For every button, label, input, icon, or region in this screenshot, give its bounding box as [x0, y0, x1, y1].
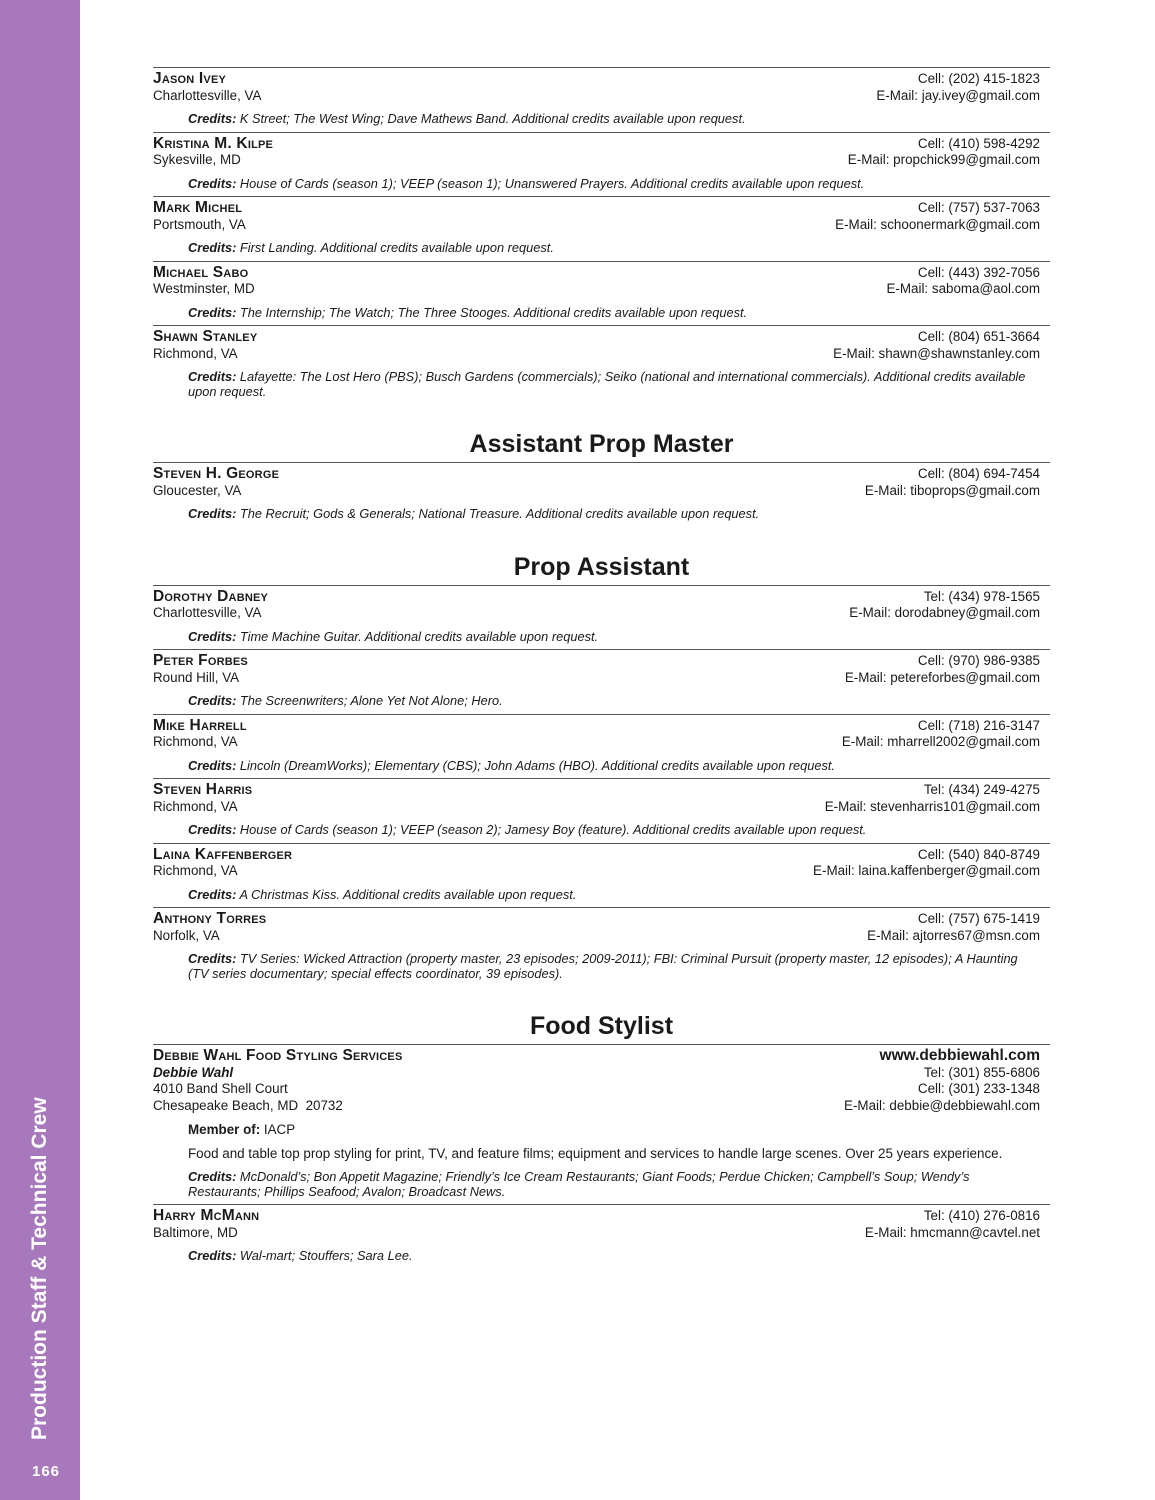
directory-entry: [153, 907, 1050, 981]
entry-phone: Cell: (804) 694-7454: [917, 466, 1040, 481]
section-heading-assistant-prop-master: Assistant Prop Master: [469, 430, 734, 458]
entry-credits: Credits: Lincoln (DreamWorks); Elementary (CBS); John Adams (HBO). Additional credits available upon request.: [188, 757, 835, 773]
entry-email[interactable]: E-Mail: propchick99@gmail.com: [847, 152, 1040, 167]
entry-email[interactable]: E-Mail: hmcmann@cavtel.net: [864, 1224, 1040, 1240]
page-number: 166: [32, 1463, 61, 1480]
entry-location: Round Hill, VA: [153, 669, 240, 685]
entry-credits: Credits: TV Series: Wicked Attraction (property master, 23 episodes; 2009-2011); FBI: Criminal Pursuit (property master, 12 episodes); A Haunting (TV series documentary; special effects coordinator, 39 episodes).: [188, 951, 1018, 981]
entry-name: Anthony Torres: [153, 910, 267, 927]
entry-email[interactable]: E-Mail: ajtorres67@msn.com: [867, 927, 1040, 943]
entry-phone: Cell: (443) 392-7056: [917, 264, 1040, 280]
entry-credits: Credits: House of Cards (season 1); VEEP (season 2); Jamesy Boy (feature). Additional credits available upon request.: [188, 822, 867, 837]
entry-email[interactable]: E-Mail: schoonermark@gmail.com: [835, 216, 1040, 232]
entry-location: Portsmouth, VA: [153, 216, 246, 232]
entry-credits: Credits: First Landing. Additional credits available upon request.: [188, 240, 554, 255]
entry-location: Charlottesville, VA: [153, 605, 262, 620]
entry-name: Laina Kaffenberger: [153, 845, 293, 863]
directory-entry: [153, 132, 1050, 192]
entry-name: Michael Sabo: [153, 263, 249, 281]
entry-name: Mike Harrell: [153, 716, 247, 734]
entry-phone: Cell: (757) 675-1419: [917, 911, 1040, 926]
entry-email[interactable]: E-Mail: mharrell2002@gmail.com: [841, 734, 1040, 749]
section-heading-prop-assistant: Prop Assistant: [513, 552, 690, 581]
entry-contact: Debbie Wahl: [153, 1064, 234, 1080]
entry-name: Steven H. George: [153, 465, 280, 482]
entry-credits: Credits: A Christmas Kiss. Additional credits available upon request.: [188, 886, 577, 902]
entry-membership: Member of: IACP: [188, 1122, 296, 1137]
entry-email[interactable]: E-Mail: saboma@aol.com: [886, 281, 1040, 296]
entry-location: Richmond, VA: [153, 734, 238, 749]
entry-name: Shawn Stanley: [153, 328, 258, 345]
entry-cell: Cell: (301) 233-1348: [917, 1081, 1040, 1096]
entry-credits: Credits: The Recruit; Gods & Generals; National Treasure. Additional credits available upon request.: [188, 506, 760, 521]
entry-credits: Credits: House of Cards (season 1); VEEP (season 1); Unanswered Prayers. Additional credits available upon request.: [188, 175, 865, 191]
entry-name: Jason Ivey: [153, 70, 227, 87]
entry-email[interactable]: E-Mail: jay.ivey@gmail.com: [876, 87, 1040, 103]
entry-location: Richmond, VA: [153, 863, 238, 878]
entry-location: Sykesville, MD: [153, 152, 241, 167]
directory-entry: [153, 67, 1050, 127]
entry-phone: Cell: (410) 598-4292: [917, 135, 1040, 151]
entry-name: Mark Michel: [153, 199, 243, 216]
entry-email[interactable]: E-Mail: petereforbes@gmail.com: [844, 669, 1040, 685]
entry-email[interactable]: E-Mail: dorodabney@gmail.com: [849, 605, 1040, 620]
sidebar: [0, 0, 80, 1500]
entry-description: Food and table top prop styling for print, TV, and feature films; equipment and services to handle large scenes. Over 25 years experience.: [188, 1146, 1003, 1161]
entry-credits: Credits: Lafayette: The Lost Hero (PBS); Busch Gardens (commercials); Seiko (national and international commercials). Additional credits available upon request.: [188, 369, 1026, 399]
directory-entry: [153, 462, 1050, 522]
entry-credits: Credits: Time Machine Guitar. Additional credits available upon request.: [188, 628, 599, 644]
entry-name: Dorothy Dabney: [153, 587, 269, 605]
directory-entry: [153, 261, 1050, 321]
entry-email[interactable]: E-Mail: shawn@shawnstanley.com: [833, 345, 1040, 361]
entry-credits: Credits: The Internship; The Watch; The Three Stooges. Additional credits available upon request.: [188, 304, 748, 320]
entry-credits: Credits: K Street; The West Wing; Dave Mathews Band. Additional credits available upon request.: [188, 111, 746, 126]
entry-phone: Cell: (202) 415-1823: [917, 71, 1040, 86]
entry-phone: Tel: (410) 276-0816: [923, 1208, 1040, 1223]
directory-entry: [153, 1044, 1050, 1199]
entry-email[interactable]: E-Mail: tiboprops@gmail.com: [864, 482, 1040, 498]
directory-entry: [153, 843, 1050, 903]
entry-credits: Credits: The Screenwriters; Alone Yet Not Alone; Hero.: [188, 693, 503, 708]
directory-entry: [153, 714, 1050, 774]
directory-entry: [153, 196, 1050, 256]
entry-company: Debbie Wahl Food Styling Services: [153, 1047, 403, 1064]
directory-content: [153, 67, 1050, 1269]
section-heading-food-stylist: Food Stylist: [529, 1012, 674, 1040]
entry-city: Chesapeake Beach, MD 20732: [153, 1097, 343, 1113]
entry-website[interactable]: www.debbiewahl.com: [879, 1047, 1040, 1064]
entry-name: Peter Forbes: [153, 652, 248, 669]
entry-location: Gloucester, VA: [153, 482, 242, 498]
entry-phone: Cell: (718) 216-3147: [917, 717, 1040, 733]
directory-entry: [153, 585, 1050, 645]
entry-name: Kristina M. Kilpe: [153, 134, 274, 152]
entry-email[interactable]: E-Mail: stevenharris101@gmail.com: [824, 798, 1040, 814]
entry-phone: Cell: (757) 537-7063: [917, 200, 1040, 215]
directory-entry: [153, 1204, 1050, 1264]
directory-entry: [153, 325, 1050, 399]
entry-name: Steven Harris: [153, 781, 253, 798]
entry-address: 4010 Band Shell Court: [153, 1081, 288, 1096]
entry-phone: Tel: (434) 978-1565: [923, 588, 1040, 604]
entry-location: Charlottesville, VA: [153, 87, 262, 103]
entry-email[interactable]: E-Mail: debbie@debbiewahl.com: [844, 1097, 1040, 1113]
entry-phone: Tel: (301) 855-6806: [923, 1064, 1040, 1080]
entry-name: Harry McMann: [153, 1207, 260, 1224]
directory-entry: [153, 778, 1050, 838]
entry-location: Richmond, VA: [153, 345, 238, 361]
entry-phone: Cell: (804) 651-3664: [917, 329, 1040, 344]
entry-credits: Credits: Wal-mart; Stouffers; Sara Lee.: [188, 1248, 413, 1263]
sidebar-title: Production Staff & Technical Crew: [28, 1097, 51, 1440]
entry-location: Norfolk, VA: [153, 927, 220, 943]
entry-location: Baltimore, MD: [153, 1224, 238, 1240]
entry-credits: Credits: McDonald’s; Bon Appetit Magazine; Friendly’s Ice Cream Restaurants; Giant Foods; Perdue Chicken; Campbell’s Soup; Wendy’s Restaurants; Phillips Seafood; Avalon; Broadcast News.: [188, 1169, 970, 1199]
directory-entry: [153, 649, 1050, 709]
entry-phone: Cell: (540) 840-8749: [917, 846, 1040, 862]
entry-location: Richmond, VA: [153, 798, 238, 814]
entry-location: Westminster, MD: [153, 281, 255, 296]
entry-phone: Cell: (970) 986-9385: [917, 653, 1040, 668]
entry-phone: Tel: (434) 249-4275: [923, 782, 1040, 797]
entry-email[interactable]: E-Mail: laina.kaffenberger@gmail.com: [813, 863, 1040, 878]
